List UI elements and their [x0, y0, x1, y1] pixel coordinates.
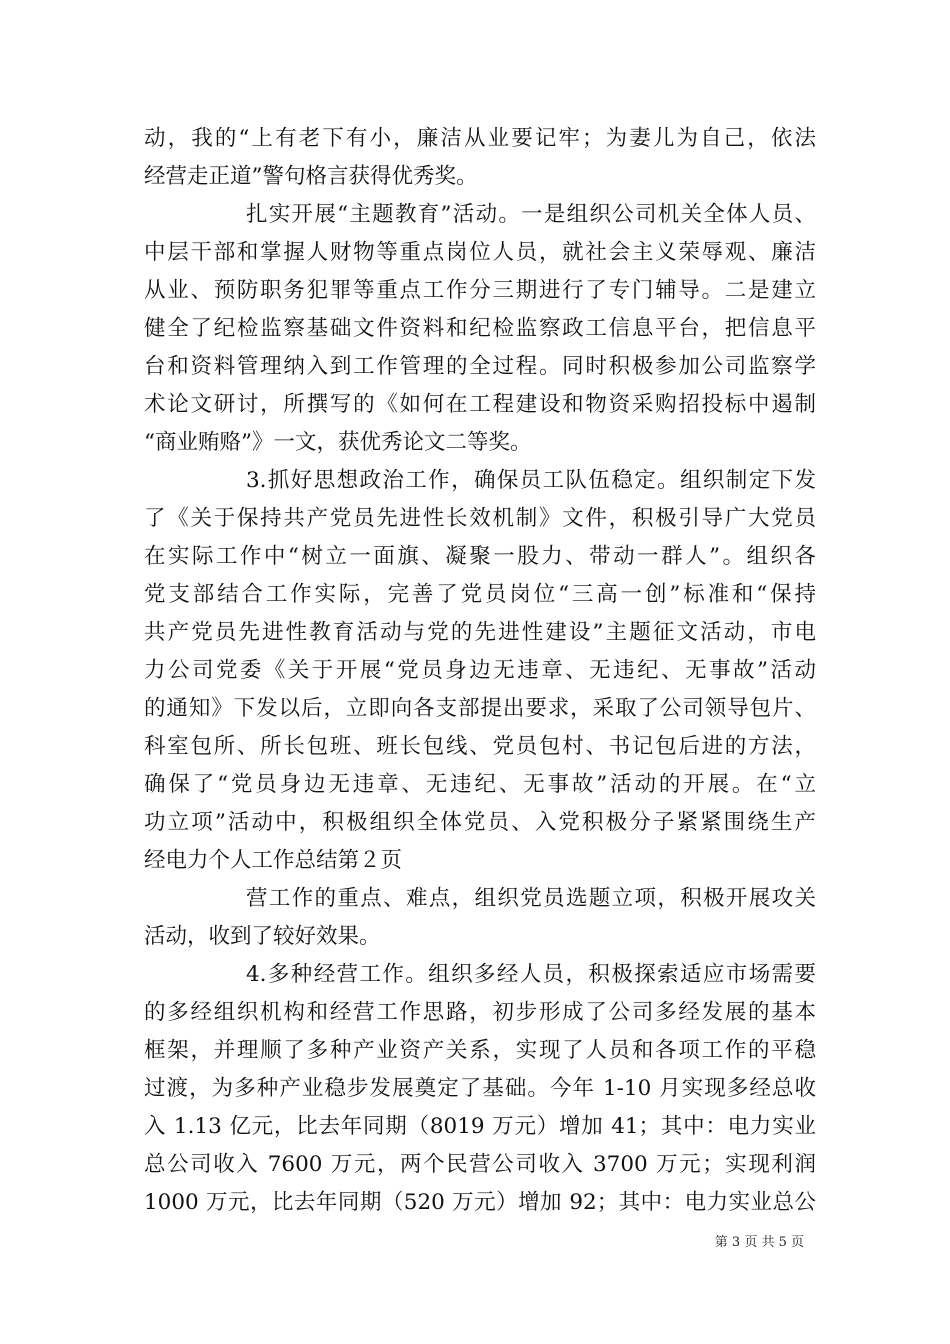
text-line: 健全了纪检监察基础文件资料和纪检监察政工信息平台，把信息平 — [144, 316, 816, 341]
text-line: 过渡，为多种产业稳步发展奠定了基础。今年 1-10 月实现多经总收 — [144, 1076, 816, 1101]
text-line: 在实际工作中“树立一面旗、凝聚一股力、带动一群人”。组织各 — [144, 544, 816, 569]
text-line: 共产党员先进性教育活动与党的先进性建设”主题征文活动，市电 — [144, 620, 816, 645]
text-line: 确保了“党员身边无违章、无违纪、无事故”活动的开展。在“立 — [144, 772, 816, 797]
text-line: 科室包所、所长包班、班长包线、党员包村、书记包后进的方法， — [144, 734, 816, 759]
page-break-title-line: 经电力个人工作总结第２页 — [144, 848, 403, 873]
text-line: 的通知》下发以后，立即向各支部提出要求，采取了公司领导包片、 — [144, 696, 816, 721]
paragraph-start-line: 4.多种经营工作。组织多经人员，积极探索适应市场需要 — [246, 962, 816, 987]
text-line: 1000 万元，比去年同期（520 万元）增加 92；其中：电力实业总公 — [144, 1190, 816, 1215]
paragraph-start-line: 扎实开展“主题教育”活动。一是组织公司机关全体人员、 — [246, 202, 816, 227]
text-line: 经营走正道”警句格言获得优秀奖。 — [144, 164, 478, 189]
text-line: 术论文研讨，所撰写的《如何在工程建设和物资采购招投标中遏制 — [144, 392, 816, 417]
text-line: 功立项”活动中，积极组织全体党员、入党积极分子紧紧围绕生产 — [144, 810, 816, 835]
text-line: 的多经组织机构和经营工作思路，初步形成了公司多经发展的基本 — [144, 1000, 816, 1025]
page-number-footer: 第 3 页 共 5 页 — [714, 1235, 804, 1250]
text-line: 了《关于保持共产党员先进性长效机制》文件，积极引导广大党员 — [144, 506, 816, 531]
text-line: 活动，收到了较好效果。 — [144, 924, 381, 949]
text-line: 框架，并理顺了多种产业资产关系，实现了人员和各项工作的平稳 — [144, 1038, 816, 1063]
paragraph-start-line: 营工作的重点、难点，组织党员选题立项，积极开展攻关 — [246, 886, 816, 911]
text-line: 从业、预防职务犯罪等重点工作分三期进行了专门辅导。二是建立 — [144, 278, 816, 303]
text-line: 中层干部和掌握人财物等重点岗位人员，就社会主义荣辱观、廉洁 — [144, 240, 816, 265]
text-line: 党支部结合工作实际，完善了党员岗位“三高一创”标准和“保持 — [144, 582, 816, 607]
paragraph-start-line: 3.抓好思想政治工作，确保员工队伍稳定。组织制定下发 — [246, 468, 816, 493]
text-line: “商业贿赂”》一文，获优秀论文二等奖。 — [144, 430, 532, 455]
text-line: 台和资料管理纳入到工作管理的全过程。同时积极参加公司监察学 — [144, 354, 816, 379]
text-line: 力公司党委《关于开展“党员身边无违章、无违纪、无事故”活动 — [144, 658, 816, 683]
text-line: 动，我的“上有老下有小，廉洁从业要记牢；为妻儿为自己，依法 — [144, 126, 816, 151]
document-body — [144, 120, 816, 1222]
text-line: 入 1.13 亿元，比去年同期（8019 万元）增加 41；其中：电力实业 — [144, 1114, 816, 1139]
text-line: 总公司收入 7600 万元，两个民营公司收入 3700 万元；实现利润 — [144, 1152, 816, 1177]
